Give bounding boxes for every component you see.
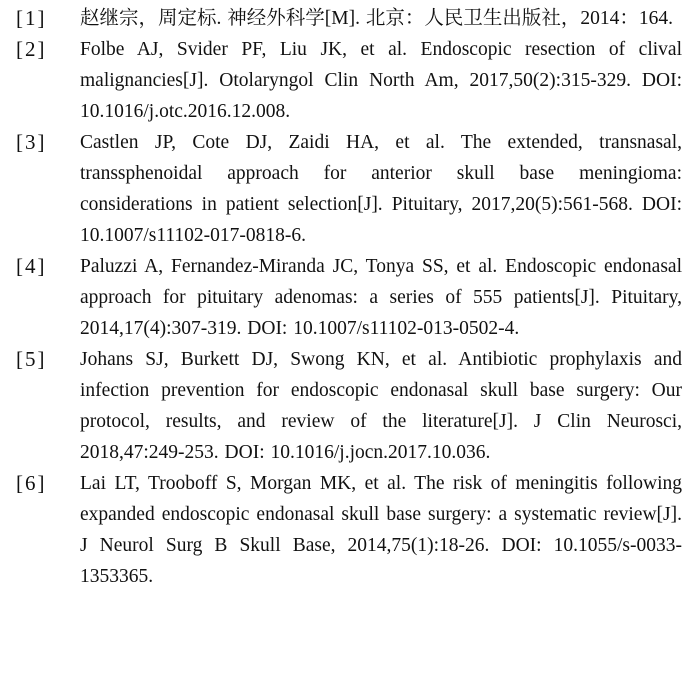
reference-text: Lai LT, Trooboff S, Morgan MK, et al. The risk of meningitis following expanded endoscopic endonasal skull base surgery: a systematic review[J]. J Neurol Surg B Skull Base, 2014,75(1):18-26. DOI: 10.1055/s-0033-1353365.	[80, 473, 682, 587]
reference-number: [6]	[16, 471, 47, 495]
reference-text: Johans SJ, Burkett DJ, Swong KN, et al. Antibiotic prophylaxis and infection prevention for endoscopic endonasal skull base surgery: Our protocol, results, and review of the literature[J]. J Clin Neurosci, 2018,47:249-253. DOI: 10.1016/j.jocn.2017.10.036.	[80, 349, 682, 463]
reference-number: [4]	[16, 254, 47, 278]
reference-text: 赵继宗，周定标. 神经外科学[M]. 北京：人民卫生出版社，2014：164.	[80, 8, 673, 29]
reference-item-1	[0, 3, 690, 34]
reference-number: [2]	[16, 37, 47, 61]
reference-text: Folbe AJ, Svider PF, Liu JK, et al. Endoscopic resection of clival malignancies[J]. Otolaryngol Clin North Am, 2017,50(2):315-329. DOI: 10.1016/j.otc.2016.12.008.	[80, 39, 682, 122]
reference-number: [5]	[16, 347, 47, 371]
reference-number: [3]	[16, 130, 47, 154]
reference-number: [1]	[16, 6, 47, 30]
reference-item-2	[0, 34, 690, 127]
reference-item-5	[0, 344, 690, 468]
reference-text: Castlen JP, Cote DJ, Zaidi HA, et al. The extended, transnasal, transsphenoidal approach for anterior skull base meningioma: considerations in patient selection[J]. Pituitary, 2017,20(5):561-568. DOI: 10.1007/s11102-017-0818-6.	[80, 132, 682, 246]
reference-item-3	[0, 127, 690, 251]
reference-text: Paluzzi A, Fernandez-Miranda JC, Tonya SS, et al. Endoscopic endonasal approach for pituitary adenomas: a series of 555 patients[J]. Pituitary, 2014,17(4):307-319. DOI: 10.1007/s11102-013-0502-4.	[80, 256, 682, 339]
reference-item-6	[0, 468, 690, 592]
reference-item-4	[0, 251, 690, 344]
